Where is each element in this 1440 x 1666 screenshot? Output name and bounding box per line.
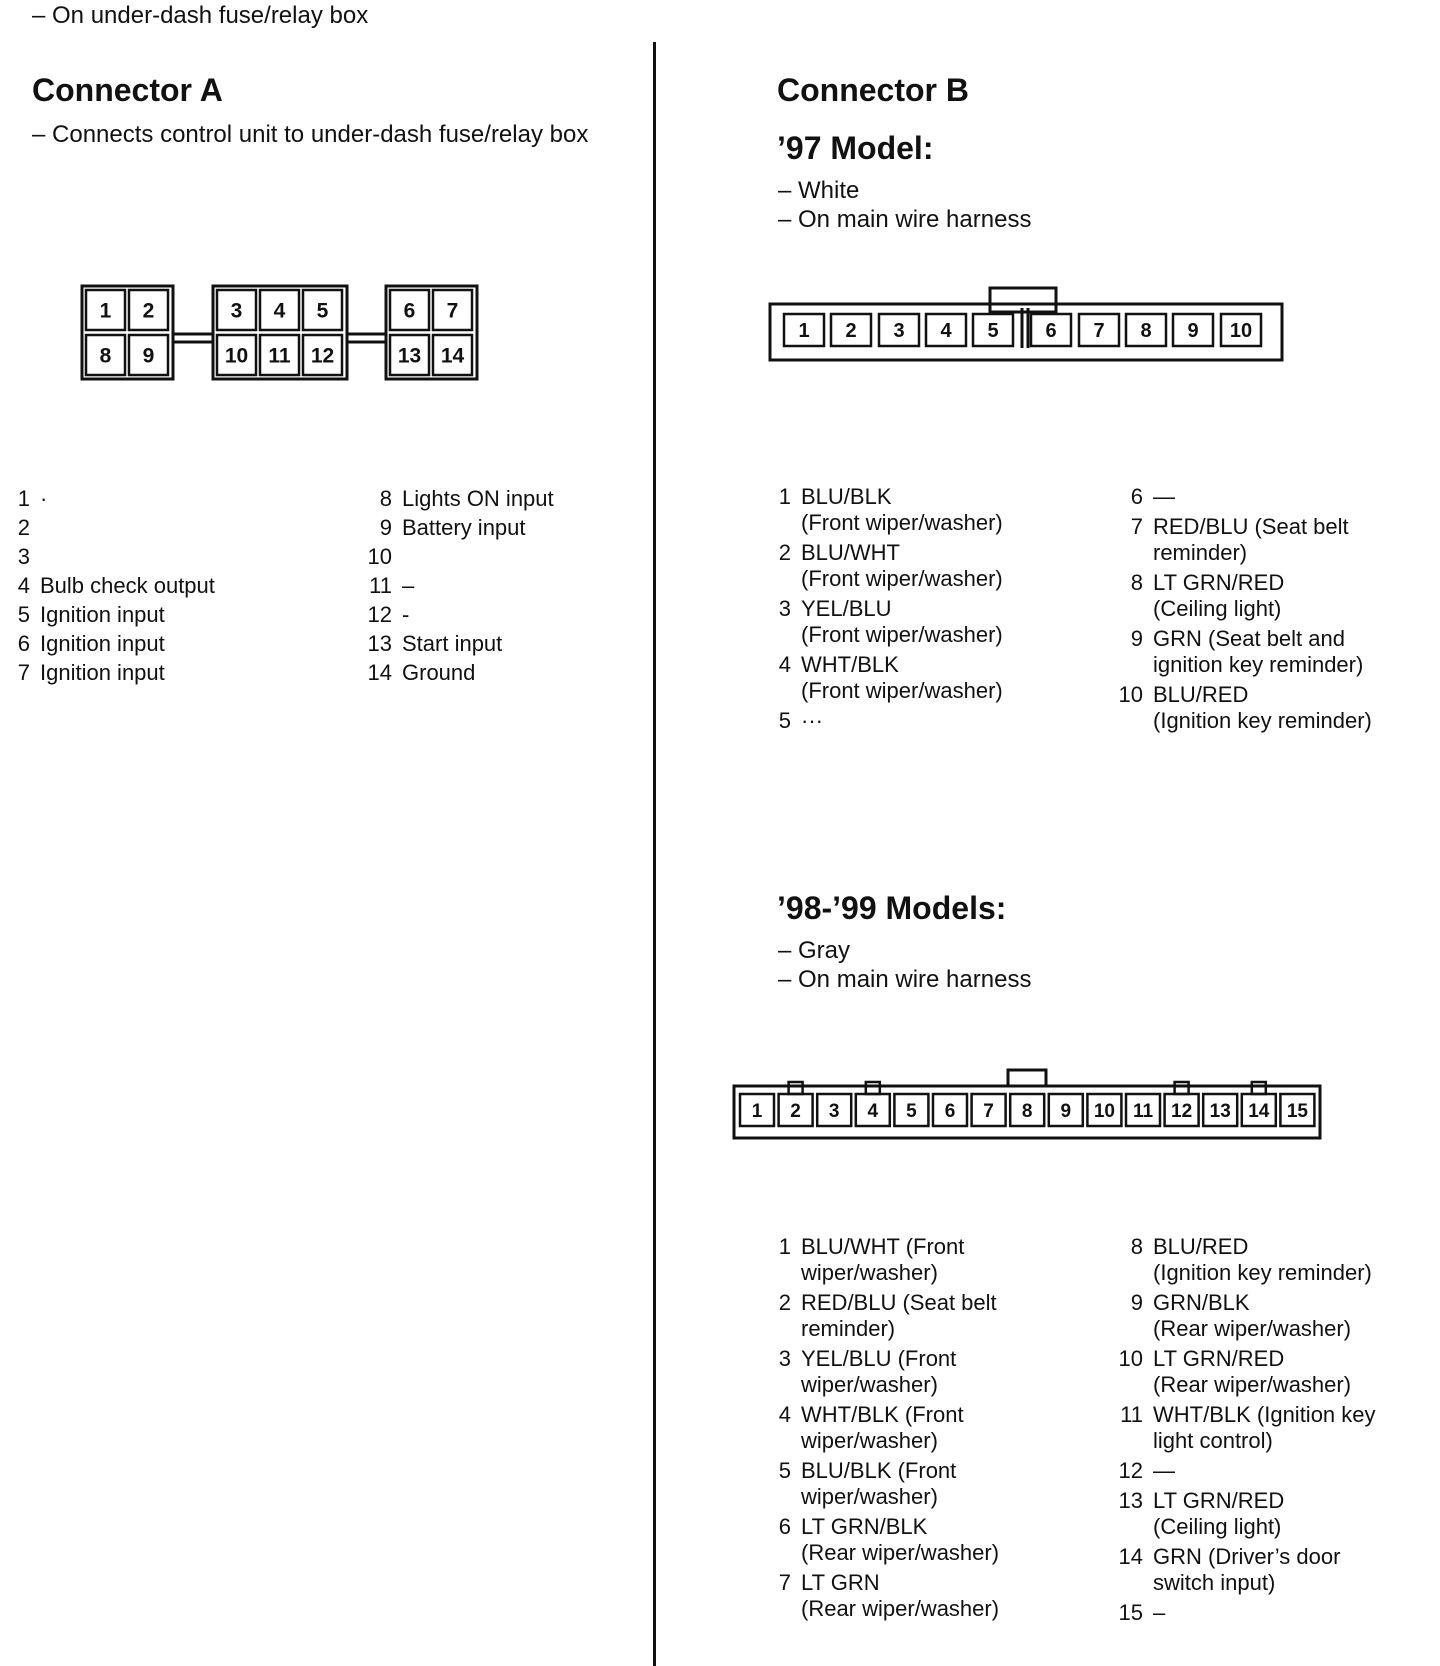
pin-row <box>1107 682 1372 734</box>
model-97-pin-label: 8 <box>1140 320 1152 343</box>
model-97-pin-label: 9 <box>1187 320 1199 343</box>
model-98-99-tab <box>789 1082 803 1094</box>
pin-number: 10 <box>1118 1346 1143 1371</box>
pin-description: BLU/RED (Ignition key reminder) <box>1153 682 1372 733</box>
pin-row <box>1107 1346 1376 1398</box>
pin-description: BLU/RED (Ignition key reminder) <box>1153 1234 1372 1285</box>
model-98-99-pin-label: 2 <box>790 1100 801 1122</box>
model-97-note: – White <box>778 177 860 204</box>
pin-row <box>755 1234 999 1286</box>
model-98-99-tab <box>1175 1082 1189 1094</box>
pin-description: - <box>402 602 410 627</box>
model-98-99-tab <box>1252 1082 1266 1094</box>
pin-number: 7 <box>17 660 30 685</box>
model-97-pins-col2 <box>1107 484 1372 738</box>
pin-description: LT GRN/RED (Ceiling light) <box>1153 570 1285 621</box>
pin-number: 7 <box>1130 514 1143 539</box>
pin-description: — <box>1153 484 1175 509</box>
pin-row <box>755 1290 999 1342</box>
pin-number: 3 <box>17 544 30 569</box>
pin-description: BLU/WHT (Front wiper/washer) <box>801 1234 965 1285</box>
pin-row <box>1107 1234 1376 1286</box>
model-98-99-pin-label: 11 <box>1132 1100 1154 1122</box>
pin-number: 11 <box>1120 1402 1143 1427</box>
pin-description: LT GRN/BLK (Rear wiper/washer) <box>801 1514 1000 1565</box>
pin-description: BLU/BLK (Front wiper/washer) <box>801 484 1003 535</box>
pin-row <box>755 596 1003 648</box>
model-97-pin-label: 3 <box>893 320 905 343</box>
pin-row <box>755 1570 999 1622</box>
pin-number: 1 <box>17 486 30 511</box>
connector-a-title: Connector A <box>32 72 223 108</box>
pin-description: LT GRN (Rear wiper/washer) <box>801 1570 1000 1621</box>
pin-description: ··· <box>801 708 823 733</box>
pin-description: WHT/BLK (Front wiper/washer) <box>801 1402 964 1453</box>
model-98-99-pin-label: 12 <box>1171 1100 1193 1122</box>
pin-description: LT GRN/RED (Ceiling light) <box>1153 1488 1285 1539</box>
pin-row <box>755 708 1003 734</box>
pin-number: 9 <box>1130 626 1143 651</box>
model-97-note: – On main wire harness <box>778 206 1032 233</box>
pin-number: 12 <box>367 602 392 627</box>
pin-number: 13 <box>1118 1488 1143 1513</box>
pin-row <box>1107 484 1372 510</box>
pin-row <box>1107 514 1372 566</box>
model-97-pin-label: 7 <box>1093 320 1105 343</box>
connector-a-pin-label: 13 <box>397 344 422 368</box>
pin-number: 2 <box>17 515 30 540</box>
connector-a-pin-label: 12 <box>310 344 335 368</box>
model-98-99-pin-label: 3 <box>828 1100 840 1122</box>
pin-description: YEL/BLU (Front wiper/washer) <box>801 1346 957 1397</box>
pin-row <box>1107 1458 1376 1484</box>
model-97-pin-label: 10 <box>1229 320 1253 343</box>
pin-number: 5 <box>778 1458 791 1483</box>
pin-description: WHT/BLK (Ignition key light control) <box>1153 1402 1376 1453</box>
pin-description: Ignition input <box>40 660 165 685</box>
pin-description: Lights ON input <box>402 486 554 511</box>
connector-a-pin-label: 14 <box>440 344 465 368</box>
connector-a-pin-label: 1 <box>99 299 112 323</box>
pin-row <box>1107 626 1372 678</box>
pin-row <box>1107 1488 1376 1540</box>
connector-a-pin-label: 3 <box>230 299 243 323</box>
model-97-pin-label: 1 <box>798 320 810 343</box>
connector-a-pin-label: 6 <box>403 299 416 323</box>
model-98-99-latch <box>1008 1070 1046 1086</box>
pin-description: – <box>402 573 415 598</box>
pin-number: 8 <box>1130 1234 1143 1259</box>
pin-description: – <box>1153 1600 1166 1625</box>
connector-a-pin-label: 10 <box>224 344 249 368</box>
pin-description: GRN (Driver’s door switch input) <box>1153 1544 1341 1595</box>
pin-description: Battery input <box>402 515 526 540</box>
model-98-99-notes <box>778 936 1031 994</box>
pin-row <box>755 1458 999 1510</box>
model-98-99-pin-label: 13 <box>1209 1100 1231 1122</box>
model-97-pin-label: 6 <box>1045 320 1057 343</box>
model-98-99-pins-col2 <box>1107 1234 1376 1630</box>
pin-row <box>755 1514 999 1566</box>
model-98-99-connector-diagram <box>0 1060 1440 1150</box>
pin-number: 6 <box>778 1514 791 1539</box>
pin-number: 9 <box>379 515 392 540</box>
model-98-99-pin-label: 9 <box>1060 1100 1072 1122</box>
pin-number: 14 <box>367 660 392 685</box>
model-98-99-note: – Gray <box>778 937 851 964</box>
pin-description: GRN/BLK (Rear wiper/washer) <box>1153 1290 1352 1341</box>
pin-row <box>1107 1402 1376 1454</box>
model-98-99-heading: ’98-’99 Models: <box>777 890 1007 926</box>
pin-number: 10 <box>367 544 392 569</box>
pin-description: — <box>1153 1458 1175 1483</box>
pin-description: YEL/BLU (Front wiper/washer) <box>801 596 1003 647</box>
model-98-99-pin-label: 5 <box>906 1100 917 1122</box>
pin-number: 4 <box>778 652 791 677</box>
model-98-99-pin-label: 8 <box>1021 1100 1033 1122</box>
pin-number: 9 <box>1130 1290 1143 1315</box>
connector-a-description: – Connects control unit to under-dash fuse/relay box <box>32 121 589 148</box>
pin-number: 1 <box>778 1234 791 1259</box>
model-98-99-tab <box>866 1082 880 1094</box>
pin-number: 5 <box>778 708 791 733</box>
pin-row <box>1107 570 1372 622</box>
pin-description: BLU/BLK (Front wiper/washer) <box>801 1458 957 1509</box>
model-98-99-pin-label: 15 <box>1286 1100 1308 1122</box>
pin-description: RED/BLU (Seat belt reminder) <box>801 1290 997 1341</box>
model-98-99-pin-label: 7 <box>983 1100 994 1122</box>
pin-number: 14 <box>1118 1544 1143 1569</box>
pin-number: 5 <box>17 602 30 627</box>
pin-number: 3 <box>778 596 791 621</box>
pin-description: BLU/WHT (Front wiper/washer) <box>801 540 1003 591</box>
pin-row <box>1107 1290 1376 1342</box>
pin-description: Ignition input <box>40 602 165 627</box>
header-note: – On under-dash fuse/relay box <box>32 2 369 29</box>
pin-number: 1 <box>778 484 791 509</box>
pin-number: 11 <box>369 573 392 598</box>
model-98-99-pins-col1 <box>755 1234 999 1626</box>
pin-description: Ground <box>402 660 476 685</box>
pin-row <box>755 1402 999 1454</box>
model-97-heading: ’97 Model: <box>777 130 934 166</box>
model-98-99-pin-label: 14 <box>1248 1100 1270 1122</box>
pin-description: Bulb check output <box>40 573 215 598</box>
pin-description: WHT/BLK (Front wiper/washer) <box>801 652 1003 703</box>
model-97-notes <box>778 176 1031 234</box>
connector-a-pin-label: 4 <box>273 299 286 323</box>
pin-number: 3 <box>778 1346 791 1371</box>
pin-number: 6 <box>1130 484 1143 509</box>
pin-number: 4 <box>778 1402 791 1427</box>
connector-a-pin-label: 2 <box>142 299 155 323</box>
model-97-connector-diagram <box>0 280 1440 370</box>
model-98-99-pin-label: 10 <box>1093 1100 1115 1122</box>
model-97-pin-label: 2 <box>845 320 857 343</box>
pin-number: 8 <box>379 486 392 511</box>
model-98-99-note: – On main wire harness <box>778 966 1032 993</box>
pin-number: 7 <box>778 1570 791 1595</box>
pin-row <box>755 1346 999 1398</box>
pin-description: RED/BLU (Seat belt reminder) <box>1153 514 1349 565</box>
model-97-pins-col1 <box>755 484 1003 738</box>
model-98-99-pin-label: 6 <box>944 1100 956 1122</box>
connector-a-pin-label: 9 <box>142 344 155 368</box>
model-98-99-pin-label: 4 <box>867 1100 879 1122</box>
pin-number: 2 <box>778 1290 791 1315</box>
connector-a-pin-label: 11 <box>268 344 291 368</box>
connector-a-pin-label: 7 <box>446 299 459 323</box>
model-97-pin-label: 5 <box>987 320 999 343</box>
pin-number: 13 <box>367 631 392 656</box>
connector-a-pin-label: 5 <box>316 299 329 323</box>
connector-a-pin-label: 8 <box>99 344 112 368</box>
pin-row <box>1107 1600 1376 1626</box>
pin-description: Start input <box>402 631 503 656</box>
pin-number: 10 <box>1118 682 1143 707</box>
pin-row <box>755 652 1003 704</box>
pin-row <box>755 484 1003 536</box>
connector-b-title: Connector B <box>777 72 969 108</box>
pin-description: Ignition input <box>40 631 165 656</box>
pin-row <box>1107 1544 1376 1596</box>
pin-number: 8 <box>1130 570 1143 595</box>
pin-description: LT GRN/RED (Rear wiper/washer) <box>1153 1346 1352 1397</box>
pin-description: GRN (Seat belt and ignition key reminder) <box>1153 626 1364 677</box>
pin-number: 15 <box>1118 1600 1143 1625</box>
pin-number: 12 <box>1118 1458 1143 1483</box>
pin-number: 6 <box>17 631 30 656</box>
pin-number: 4 <box>17 573 30 598</box>
pin-row <box>755 540 1003 592</box>
model-97-pin-label: 4 <box>940 320 952 343</box>
model-98-99-pin-label: 1 <box>751 1100 763 1122</box>
pin-description: · <box>40 486 48 511</box>
pin-number: 2 <box>778 540 791 565</box>
